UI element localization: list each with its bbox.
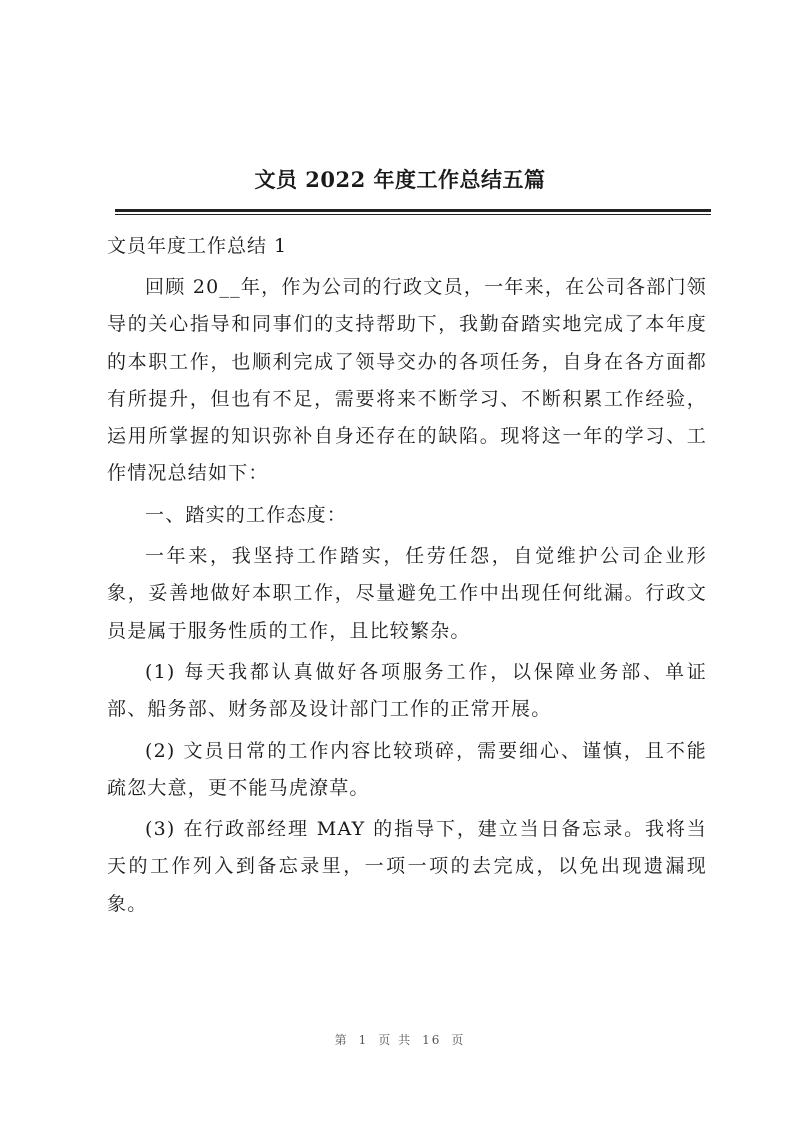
- paragraph-item-3: (3) 在行政部经理 MAY 的指导下，建立当日备忘录。我将当天的工作列入到备忘录里，一项一项的去完成，以免出现遗漏现象。: [107, 818, 707, 915]
- document-title: 文员 2022 年度工作总结五篇: [254, 167, 546, 192]
- paragraph-intro: 回顾 20__年，作为公司的行政文员，一年来，在公司各部门领导的关心指导和同事们的支持帮助下，我勤奋踏实地完成了本年度的本职工作，也顺利完成了领导交办的各项任务，自身在各方面都有所提升，但也有不足，需要将来不断学习、不断积累工作经验，运用所掌握的知识弥补自身还存在的缺陷。现将这一年的学习、工作情况总结如下：: [107, 276, 707, 485]
- paragraph-attitude: 一年来，我坚持工作踏实，任劳任怨，自觉维护公司企业形象，妥善地做好本职工作，尽量避免工作中出现任何纰漏。行政文员是属于服务性质的工作，且比较繁杂。: [107, 545, 707, 642]
- footer-page-number: 1: [358, 1033, 369, 1047]
- paragraph-item-2: (2) 文员日常的工作内容比较琐碎，需要细心、谨慎，且不能疏忽大意，更不能马虎潦草。: [107, 739, 707, 799]
- footer-suffix: 页: [451, 1033, 466, 1047]
- page-footer: [0, 1031, 800, 1048]
- paragraph-item-1: (1) 每天我都认真做好各项服务工作，以保障业务部、单证部、船务部、财务部及设计部门工作的正常开展。: [107, 660, 707, 721]
- title-divider: [115, 209, 711, 212]
- section-heading: 文员年度工作总结 1: [107, 235, 288, 257]
- footer-prefix: 第: [334, 1033, 349, 1047]
- document-body: [107, 228, 707, 927]
- title-divider-thin: [115, 214, 711, 215]
- paragraph-subheading: 一、踏实的工作态度：: [145, 503, 348, 526]
- footer-middle: 页 共: [378, 1033, 413, 1047]
- footer-total-pages: 16: [422, 1033, 442, 1047]
